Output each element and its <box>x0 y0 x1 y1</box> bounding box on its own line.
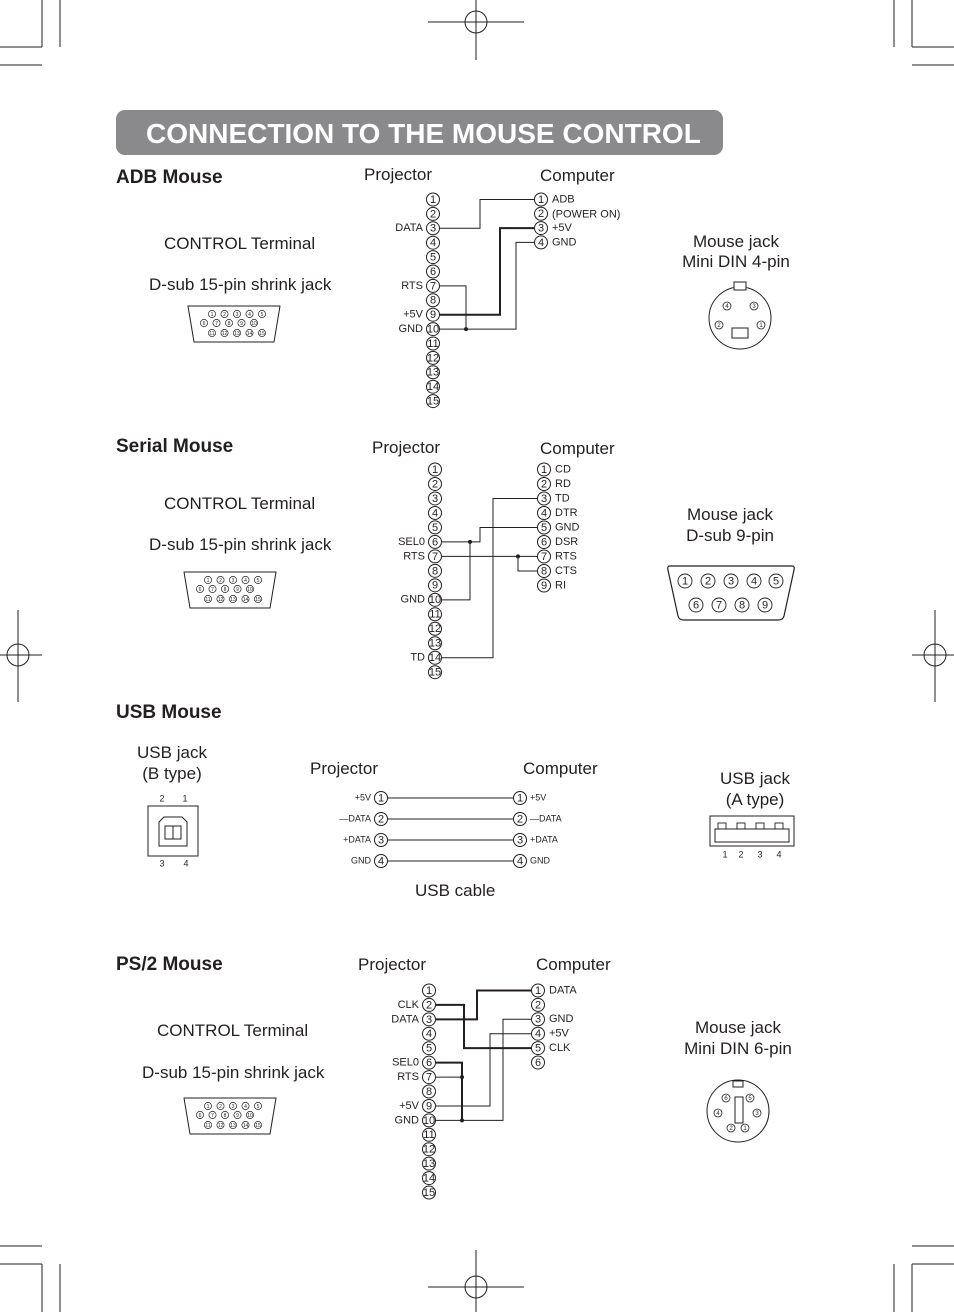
serial-computer-pin-1-num: 1 <box>540 463 548 476</box>
adb-projector-pin-3-label: DATA <box>395 222 423 235</box>
ps2-din-pin-num: 6 <box>724 1096 728 1103</box>
ps2-dsub15-connector-pin-num: 9 <box>236 1112 239 1119</box>
serial-projector-pin-1-num: 1 <box>431 463 439 476</box>
serial-dsub9-pin-num: 1 <box>681 575 689 588</box>
serial-computer-pin-5-num: 5 <box>540 521 548 534</box>
serial-computer-pin-6-num: 6 <box>540 536 548 549</box>
ps2-dsub15-connector-pin-num: 12 <box>217 1122 224 1129</box>
ps2-dsub15-connector-pin-num: 1 <box>206 1103 210 1110</box>
ps2-computer-pin-3-label: GND <box>549 1013 574 1026</box>
ps2-mini-din-6-icon <box>707 1080 769 1142</box>
adb-dsub15-connector-pin-num: 10 <box>251 320 257 327</box>
ps2-projector-pin-3-label: DATA <box>391 1013 419 1026</box>
ps2-computer-pin-4-label: +5V <box>549 1027 569 1040</box>
usb-computer-pin-4-label: GND <box>530 855 550 866</box>
page-title: CONNECTION TO THE MOUSE CONTROL <box>146 118 701 149</box>
serial-dsub15-connector-pin-num: 13 <box>230 596 236 603</box>
adb-dsub15-connector-pin-num: 12 <box>221 330 228 337</box>
adb-projector-pin-7-num: 7 <box>429 280 437 293</box>
adb-wire-rts <box>440 286 466 329</box>
adb-computer-pin-4-label: GND <box>552 236 577 249</box>
serial-wire-sel0-gnd <box>442 542 470 600</box>
serial-dsub9-pin-num: 5 <box>772 575 780 588</box>
adb-projector-pin-3-num: 3 <box>429 222 437 235</box>
usb-cable-label: USB cable <box>415 881 496 900</box>
adb-projector-pin-1-num: 1 <box>429 193 437 206</box>
serial-projector-pin-6-num: 6 <box>431 536 439 549</box>
serial-jack-line1: Mouse jack <box>687 505 773 524</box>
adb-mini-din-4-icon <box>709 282 771 349</box>
serial-computer-pin-4-label: DTR <box>555 506 578 519</box>
adb-dsub15-connector-pin-num: 14 <box>246 330 253 337</box>
ps2-computer-pin-5-label: CLK <box>549 1042 571 1055</box>
usb-a-tongue <box>715 829 789 842</box>
adb-wire-5v <box>440 228 534 315</box>
usb-b-pin-num: 1 <box>182 793 188 804</box>
adb-computer-pin-2-label: (POWER ON) <box>552 208 621 221</box>
usb-computer-label: Computer <box>523 759 598 778</box>
usb-computer-pin-2-label: —DATA <box>530 813 562 824</box>
adb-dsub15-connector-pin-num: 8 <box>227 320 231 327</box>
serial-dsub15-connector-pin-num: 9 <box>236 586 239 593</box>
adb-projector-pin-13-num: 13 <box>426 366 440 379</box>
ps2-dsub15-connector-pin-num: 10 <box>247 1112 253 1119</box>
serial-dsub9-icon <box>668 566 795 620</box>
ps2-projector-pin-6-num: 6 <box>425 1057 433 1070</box>
adb-projector-pin-2-num: 2 <box>429 208 437 221</box>
serial-computer-pin-4-num: 4 <box>540 507 548 520</box>
usb-b-pin-num: 2 <box>159 793 165 804</box>
serial-dsub15-connector-pin-num: 4 <box>244 577 247 584</box>
adb-projector-pin-9-label: +5V <box>403 308 423 321</box>
ps2-dsub15-connector-pin-num: 13 <box>230 1122 236 1129</box>
adb-projector-pin-9-num: 9 <box>429 309 437 322</box>
ps2-computer-pin-2-num: 2 <box>534 999 542 1012</box>
serial-dsub15-connector-pin-num: 14 <box>242 596 249 603</box>
serial-projector-pin-4-num: 4 <box>431 507 439 520</box>
serial-projector-pin-9-num: 9 <box>431 579 439 592</box>
usb-a-contact <box>775 823 783 829</box>
serial-projector-pin-3-num: 3 <box>431 492 439 505</box>
adb-dsub15-connector-pin-num: 11 <box>209 330 215 337</box>
adb-projector-pin-8-num: 8 <box>429 294 437 307</box>
ps2-projector-pin-9-num: 9 <box>425 1100 433 1113</box>
serial-computer-pin-2-num: 2 <box>540 478 548 491</box>
serial-dsub9-pin-num: 4 <box>750 575 758 588</box>
adb-dsub15-connector-pin-num: 13 <box>234 330 240 337</box>
usb-a-pin-num: 3 <box>757 849 763 860</box>
adb-computer-pin-4-num: 4 <box>537 236 545 249</box>
ps2-wire-clk <box>436 1005 531 1048</box>
ps2-dsub15-connector-pin-num: 4 <box>244 1103 247 1110</box>
serial-heading: Serial Mouse <box>116 436 234 457</box>
serial-projector-pin-15-num: 15 <box>428 666 442 679</box>
serial-projector-pin-5-num: 5 <box>431 521 439 534</box>
ps2-dsub15-connector-pin-num: 8 <box>223 1112 227 1119</box>
ps2-projector-pin-10-num: 10 <box>422 1114 436 1127</box>
serial-computer-pin-6-label: DSR <box>555 535 579 548</box>
adb-jack-line1: Mouse jack <box>693 232 779 251</box>
adb-projector-pin-11-num: 11 <box>427 337 439 350</box>
ps2-projector-pin-11-num: 11 <box>423 1129 435 1142</box>
serial-projector-pin-10-num: 10 <box>428 594 442 607</box>
ps2-projector-pin-3-num: 3 <box>425 1013 433 1026</box>
ps2-dsub15-connector <box>184 1098 276 1134</box>
serial-dsub9-pin-num: 2 <box>704 575 712 588</box>
serial-projector-pin-7-label: RTS <box>403 550 425 563</box>
serial-dsub15-connector <box>184 572 276 608</box>
serial-projector-label: Projector <box>372 438 441 457</box>
usb-computer-pin-3-num: 3 <box>516 834 524 847</box>
adb-terminal-line2: D-sub 15-pin shrink jack <box>149 275 332 294</box>
adb-din-pin-num: 1 <box>759 323 763 330</box>
adb-dsub15-connector-pin-num: 6 <box>202 320 206 327</box>
usb-computer-pin-4-num: 4 <box>516 855 524 868</box>
adb-jack-line2: Mini DIN 4-pin <box>682 252 790 271</box>
ps2-projector-pin-2-num: 2 <box>425 999 433 1012</box>
serial-jack-line2: D-sub 9-pin <box>686 526 774 545</box>
adb-dsub15-connector-pin-num: 7 <box>215 320 218 327</box>
ps2-projector-pin-14-num: 14 <box>422 1172 436 1185</box>
adb-projector-pin-15-num: 15 <box>426 395 440 408</box>
ps2-projector-pin-13-num: 13 <box>422 1158 436 1171</box>
serial-dsub15-connector-pin-num: 1 <box>206 577 210 584</box>
serial-dsub9-pin-num: 7 <box>715 599 723 612</box>
ps2-din-pin-num: 4 <box>716 1111 720 1118</box>
serial-dsub15-connector-pin-num: 6 <box>198 586 202 593</box>
ps2-din-pin-num: 2 <box>729 1126 733 1133</box>
usb-projector-pin-2-label: —DATA <box>339 813 371 824</box>
serial-dsub15-connector-pin-num: 11 <box>205 596 211 603</box>
ps2-projector-pin-10-label: GND <box>394 1114 419 1127</box>
adb-computer-label: Computer <box>540 166 615 185</box>
adb-computer-pin-3-num: 3 <box>537 222 545 235</box>
ps2-computer-label: Computer <box>536 955 611 974</box>
ps2-projector-label: Projector <box>358 955 427 974</box>
serial-wire-td <box>442 499 537 658</box>
adb-computer-pin-2-num: 2 <box>537 208 545 221</box>
ps2-projector-pin-15-num: 15 <box>422 1186 436 1199</box>
usb-projector-pin-2-num: 2 <box>377 813 385 826</box>
serial-computer-pin-3-label: TD <box>555 492 570 505</box>
serial-computer-pin-9-label: RI <box>555 579 566 592</box>
ps2-projector-pin-2-label: CLK <box>397 998 419 1011</box>
ps2-terminal-line2: D-sub 15-pin shrink jack <box>142 1063 325 1082</box>
ps2-computer-pin-6-num: 6 <box>534 1056 542 1069</box>
ps2-wire-5v <box>436 1034 531 1106</box>
ps2-dsub15-connector-pin-num: 6 <box>198 1112 202 1119</box>
ps2-dsub15-connector-pin-num: 7 <box>211 1112 214 1119</box>
adb-computer-pin-1-num: 1 <box>537 193 545 206</box>
adb-heading: ADB Mouse <box>116 167 223 188</box>
serial-projector-pin-14-label: TD <box>410 651 425 664</box>
serial-computer-pin-7-num: 7 <box>540 550 548 563</box>
adb-terminal-line1: CONTROL Terminal <box>164 234 316 253</box>
serial-dsub15-connector-pin-num: 3 <box>231 577 235 584</box>
usb-a-jack-line2: (A type) <box>725 790 785 809</box>
usb-projector-pin-3-num: 3 <box>377 834 385 847</box>
serial-computer-pin-8-num: 8 <box>540 565 548 578</box>
serial-projector-pin-10-label: GND <box>400 593 425 606</box>
serial-computer-pin-2-label: RD <box>555 477 571 490</box>
ps2-projector-pin-9-label: +5V <box>399 1099 419 1112</box>
ps2-dsub15-connector-pin-num: 3 <box>231 1103 235 1110</box>
adb-din-key-bottom <box>732 328 748 338</box>
adb-dsub15-connector-pin-num: 3 <box>235 311 239 318</box>
ps2-dsub15-connector-pin-num: 15 <box>255 1122 261 1129</box>
serial-dsub9-pin-num: 8 <box>738 599 746 612</box>
adb-dsub15-connector-pin-num: 2 <box>223 311 226 318</box>
serial-wire-gnd <box>470 528 537 542</box>
serial-computer-label: Computer <box>540 439 615 458</box>
adb-din-pin-num: 2 <box>717 323 721 330</box>
adb-projector-pin-10-num: 10 <box>426 323 440 336</box>
usb-a-contact <box>737 823 745 829</box>
adb-projector-pin-5-num: 5 <box>429 251 437 264</box>
usb-b-jack-line1: USB jack <box>137 743 207 762</box>
ps2-computer-pin-5-num: 5 <box>534 1042 542 1055</box>
serial-projector-pin-2-num: 2 <box>431 478 439 491</box>
usb-projector-pin-4-label: GND <box>351 855 371 866</box>
usb-a-pin-num: 1 <box>722 849 728 860</box>
ps2-projector-pin-4-num: 4 <box>425 1028 433 1041</box>
ps2-wire-sel0 <box>436 1063 462 1121</box>
serial-wire-cts <box>518 556 537 571</box>
ps2-projector-pin-7-label: RTS <box>397 1070 419 1083</box>
serial-projector-pin-8-num: 8 <box>431 565 439 578</box>
serial-dsub15-connector-pin-num: 10 <box>247 586 253 593</box>
serial-projector-pin-6-label: SEL0 <box>398 535 425 548</box>
adb-dsub15-connector <box>188 306 280 342</box>
usb-b-pin-num: 4 <box>183 858 189 869</box>
serial-dsub15-connector-pin-num: 2 <box>219 577 222 584</box>
ps2-dsub15-connector-pin-num: 5 <box>256 1103 260 1110</box>
adb-dsub15-connector-pin-num: 9 <box>240 320 243 327</box>
serial-projector-pin-11-num: 11 <box>429 608 441 621</box>
usb-a-contact <box>756 823 764 829</box>
usb-a-contact <box>718 823 726 829</box>
usb-a-pin-num: 2 <box>738 849 744 860</box>
serial-projector-pin-7-num: 7 <box>431 550 439 563</box>
ps2-computer-pin-3-num: 3 <box>534 1013 542 1026</box>
ps2-projector-pin-1-num: 1 <box>425 984 433 997</box>
serial-dsub15-connector-pin-num: 15 <box>255 596 261 603</box>
usb-b-jack-line2: (B type) <box>142 764 202 783</box>
usb-heading: USB Mouse <box>116 702 222 723</box>
adb-din-pin-num: 4 <box>725 304 729 311</box>
usb-a-jack-line1: USB jack <box>720 769 790 788</box>
ps2-terminal-line1: CONTROL Terminal <box>157 1021 309 1040</box>
serial-dsub9-pin-num: 9 <box>761 599 769 612</box>
adb-computer-pin-3-label: +5V <box>552 222 572 235</box>
serial-computer-pin-8-label: CTS <box>555 564 577 577</box>
adb-dsub15-connector-pin-num: 4 <box>248 311 251 318</box>
serial-terminal-line1: CONTROL Terminal <box>164 494 316 513</box>
adb-projector-pin-12-num: 12 <box>426 352 440 365</box>
usb-computer-pin-2-num: 2 <box>516 813 524 826</box>
adb-dsub15-connector-pin-num: 15 <box>259 330 265 337</box>
ps2-projector-pin-5-num: 5 <box>425 1042 433 1055</box>
usb-b-pin-num: 3 <box>159 858 165 869</box>
adb-projector-pin-7-label: RTS <box>401 279 423 292</box>
serial-dsub15-connector-pin-num: 7 <box>211 586 214 593</box>
ps2-jack-line2: Mini DIN 6-pin <box>684 1039 792 1058</box>
adb-din-pin-num: 3 <box>752 304 756 311</box>
ps2-projector-pin-7-num: 7 <box>425 1071 433 1084</box>
serial-dsub15-connector-pin-num: 12 <box>217 596 224 603</box>
ps2-computer-pin-1-label: DATA <box>549 984 577 997</box>
adb-projector-pin-6-num: 6 <box>429 265 437 278</box>
usb-projector-pin-1-label: +5V <box>354 792 371 803</box>
serial-dsub15-connector-pin-num: 8 <box>223 586 227 593</box>
adb-din-outline <box>709 287 771 349</box>
ps2-projector-pin-6-label: SEL0 <box>392 1056 419 1069</box>
serial-computer-pin-7-label: RTS <box>555 550 577 563</box>
ps2-dsub15-connector-pin-num: 11 <box>205 1122 211 1129</box>
ps2-din-pin-num: 3 <box>755 1111 759 1118</box>
ps2-dsub15-connector-pin-num: 14 <box>242 1122 249 1129</box>
usb-projector-pin-1-num: 1 <box>377 792 385 805</box>
ps2-computer-pin-1-num: 1 <box>534 984 542 997</box>
usb-computer-pin-3-label: +DATA <box>530 834 558 845</box>
usb-projector-pin-3-label: +DATA <box>343 834 371 845</box>
serial-terminal-line2: D-sub 15-pin shrink jack <box>149 535 332 554</box>
serial-dsub9-pin-num: 6 <box>692 599 700 612</box>
serial-projector-pin-14-num: 14 <box>428 652 442 665</box>
ps2-dsub15-connector-pin-num: 2 <box>219 1103 222 1110</box>
adb-din-key <box>734 282 746 290</box>
serial-projector-pin-12-num: 12 <box>428 623 442 636</box>
usb-a-jack-icon <box>710 816 794 859</box>
ps2-din-pin-num: 1 <box>743 1126 747 1133</box>
serial-computer-pin-5-label: GND <box>555 521 580 534</box>
ps2-heading: PS/2 Mouse <box>116 954 223 975</box>
ps2-jack-line1: Mouse jack <box>695 1018 781 1037</box>
usb-computer-pin-1-label: +5V <box>530 792 547 803</box>
ps2-projector-pin-12-num: 12 <box>422 1143 436 1156</box>
usb-computer-pin-1-num: 1 <box>516 792 524 805</box>
serial-dsub15-connector-pin-num: 5 <box>256 577 260 584</box>
adb-dsub15-connector-pin-num: 1 <box>210 311 214 318</box>
adb-computer-pin-1-label: ADB <box>552 193 575 206</box>
adb-dsub15-connector-pin-num: 5 <box>260 311 264 318</box>
adb-projector-pin-10-label: GND <box>398 323 423 336</box>
serial-computer-pin-1-label: CD <box>555 463 571 476</box>
serial-computer-pin-3-num: 3 <box>540 492 548 505</box>
adb-projector-pin-4-num: 4 <box>429 237 437 250</box>
serial-computer-pin-9-num: 9 <box>540 579 548 592</box>
adb-projector-pin-14-num: 14 <box>426 381 440 394</box>
adb-wire-data <box>440 200 534 229</box>
ps2-din-pin-num: 5 <box>748 1096 752 1103</box>
adb-projector-label: Projector <box>364 165 433 184</box>
usb-projector-label: Projector <box>310 759 379 778</box>
ps2-computer-pin-4-num: 4 <box>534 1028 542 1041</box>
serial-projector-pin-13-num: 13 <box>428 637 442 650</box>
usb-projector-pin-4-num: 4 <box>377 855 385 868</box>
usb-a-pin-num: 4 <box>776 849 782 860</box>
serial-dsub9-pin-num: 3 <box>727 575 735 588</box>
ps2-din-center-key <box>735 1097 743 1123</box>
ps2-projector-pin-8-num: 8 <box>425 1085 433 1098</box>
ps2-din-key <box>733 1081 743 1087</box>
ps2-wire-gnd <box>436 1019 531 1120</box>
